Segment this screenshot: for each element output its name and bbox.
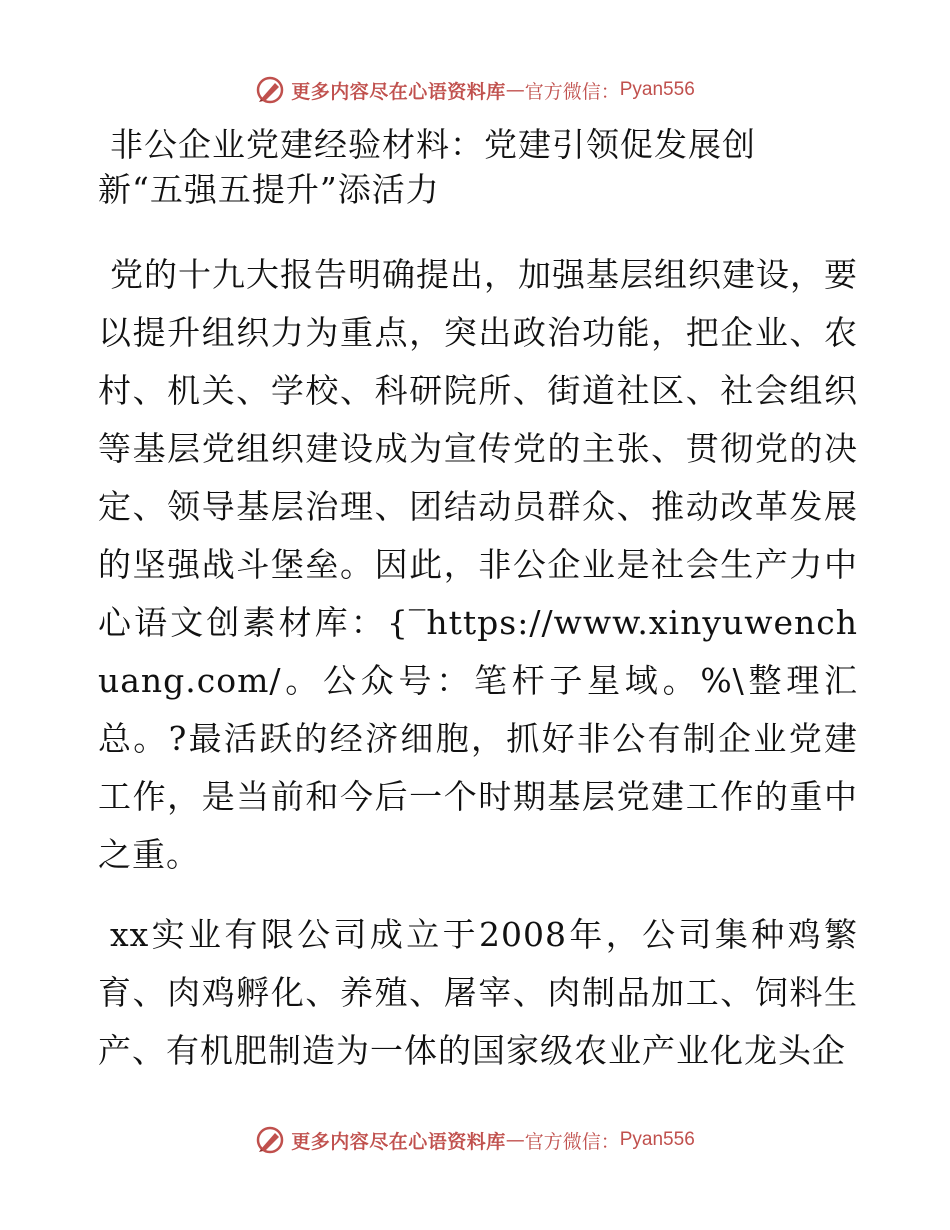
header-brand: 更多内容尽在心语资料库 — [291, 80, 506, 103]
document-title — [98, 122, 858, 212]
title-line-2: 新“五强五提升”添活力 — [98, 170, 440, 209]
pen-logo-icon — [255, 75, 285, 105]
paragraph-2: xx实业有限公司成立于2008年，公司集种鸡繁育、肉鸡孵化、养殖、屠宰、肉制品加工、饲料生产、有机肥制造为一体的国家级农业产业化龙头企 — [98, 915, 858, 1070]
header-separator: — — [505, 79, 525, 101]
title-line-1: 非公企业党建经验材料：党建引领促发展创 — [110, 125, 756, 164]
footer-brand: 更多内容尽在心语资料库 — [291, 1130, 506, 1153]
pen-logo-icon — [255, 1125, 285, 1155]
footer-wechat-id: Pyan556 — [619, 1129, 695, 1150]
header-banner — [0, 70, 950, 110]
footer-wechat-label: 官方微信： — [524, 1130, 620, 1153]
footer-banner — [0, 1120, 950, 1160]
paragraph-1: 党的十九大报告明确提出，加强基层组织建设，要以提升组织力为重点，突出政治功能，把企业、农村、机关、学校、科研院所、街道社区、社会组织等基层党组织建设成为宣传党的主张、贯彻党的决定、领导基层治理、团结动员群众、推动改革发展的坚强战斗堡垒。因此，非公企业是社会生产力中心语文创素材库：{‾https://www.xinyuwenchuang.com/。公众号：笔杆子星域。%\整理汇总。?最活跃的经济细胞，抓好非公有制企业党建工作，是当前和今后一个时期基层党建工作的重中之重。 — [98, 255, 858, 874]
header-wechat-id: Pyan556 — [619, 79, 695, 100]
footer-separator: — — [505, 1129, 525, 1151]
header-wechat-label: 官方微信： — [524, 80, 620, 103]
document-body — [98, 122, 858, 1080]
